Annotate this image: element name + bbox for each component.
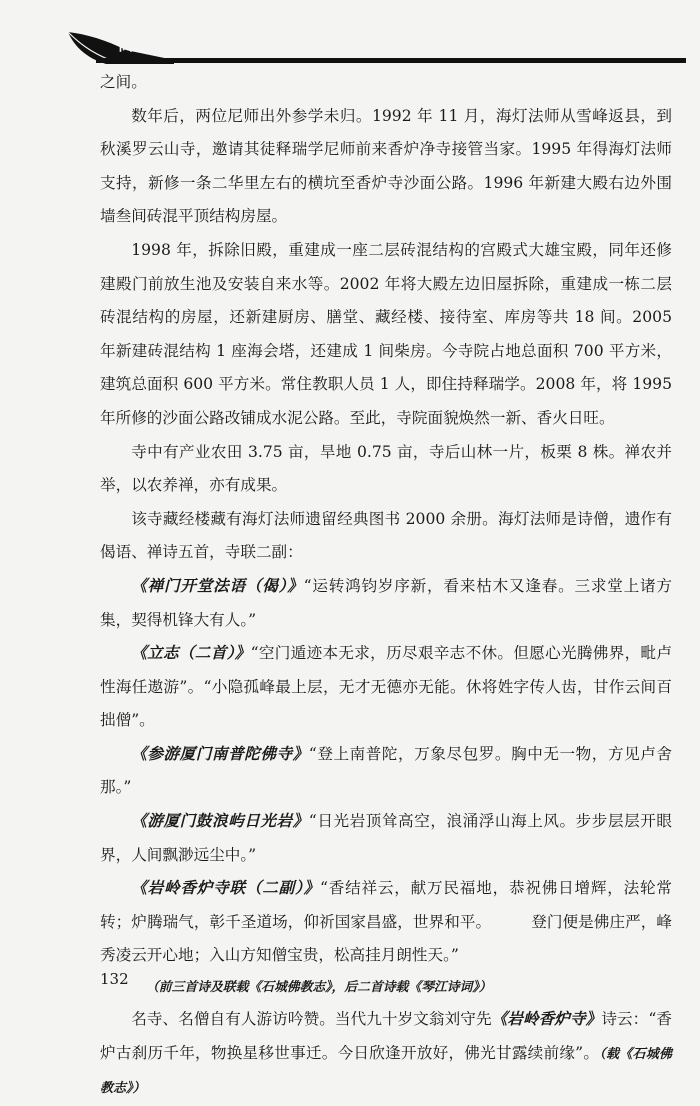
poem-1-title: 《禅门开堂法语（偈）》 [131, 576, 304, 595]
couplets [100, 872, 672, 973]
poem-2 [100, 637, 672, 738]
poem-3-text: “登上南普陀，万象尽包罗。胸中无一物，方见卢舍那。” [100, 744, 672, 797]
paragraph-last [100, 1003, 672, 1106]
source-note: （前三首诗及联载《石城佛教志》，后二首诗载《琴江诗词》） [146, 980, 492, 996]
paragraph-4: 该寺藏经楼藏有海灯法师遗留经典图书 2000 余册。海灯法师是诗僧，遗作有偈语、禅诗五首，寺联二副： [100, 509, 672, 562]
couplets-title: 《岩岭香炉寺联（二副）》 [131, 879, 320, 898]
poem-4 [100, 805, 672, 872]
poem-4-title: 《游厦门鼓浪屿日光岩》 [131, 812, 309, 831]
header-rule [96, 58, 686, 63]
poem-4-text: “日光岩顶耸高空，浪涌浮山海上风。步步层层开眼界，人间飘渺远尘中。” [100, 812, 672, 864]
running-header [0, 0, 700, 72]
page-number: 132 [100, 970, 129, 988]
paragraph-continuation: 之间。 [100, 73, 147, 91]
paragraph-1: 数年后，两位尼师出外参学未归。1992 年 11 月，海灯法师从雪峰返县，到秋溪罗云山寺，邀请其徒释瑞学尼师前来香炉净寺接管当家。1995 年得海灯法师支持，新修一条二华里左右的横坑至香炉寺沙面公路。1996 年新建大殿右边外围墙叁间砖混平顶结构房屋。 [100, 106, 672, 226]
poem-2-title: 《立志（二首）》 [131, 644, 251, 663]
paragraph-last-text-a: 名寺、名僧自有人游访吟赞。当代九十岁文翁刘守先 [131, 1010, 492, 1029]
poem-5-title: 《岩岭香炉寺》 [491, 1010, 602, 1029]
poem-3 [100, 738, 672, 805]
body-text [100, 66, 672, 1106]
couplet-2-text: 登门便是佛庄严，峰秀凌云开心地；入山方知僧宝贵，松高挂月朗性天。” [100, 912, 672, 965]
couplet-1-text: “香结祥云，献万民福地，恭祝佛日增辉，法轮常转；炉腾瑞气，彰千圣道场，仰祈国家昌盛，世界和平。 [100, 879, 672, 931]
poem-3-title: 《参游厦门南普陀佛寺》 [131, 744, 309, 763]
paragraph-last-text-b: 诗云：“香炉古刹历千年，物换星移世事迁。今日欣逢开放好，佛光甘露续前缘”。 [100, 1010, 672, 1062]
poem-5-source: （载《石城佛教志》） [100, 1046, 672, 1097]
poem-2-text: “空门遁迹本无求，历尽艰辛志不休。但愿心光腾佛界，毗卢性海任遨游”。“小隐孤峰最上层，无才无德亦无能。休将姓字传人齿，甘作云间百拙僧”。 [100, 644, 672, 730]
chapter-title: 高田镇 [118, 35, 170, 54]
paragraph-2: 1998 年，拆除旧殿，重建成一座二层砖混结构的宫殿式大雄宝殿，同年还修建殿门前放生池及安装自来水等。2002 年将大殿左边旧屋拆除，重建成一栋二层砖混结构的房屋，还新建厨房、膳堂、藏经楼、接待室、库房等共 18 间。2005 年新建砖混结构 1 座海会塔，还建成 1 间柴房。今寺院占地总面积 700 平方米，建筑总面积 600 平方米。常住教职人员 1 人，即住持释瑞学。2008 年，将 1995 年所修的沙面公路改铺成水泥公路。至此，寺院面貌焕然一新、香火日旺。 [100, 240, 672, 427]
paragraph-3: 寺中有产业农田 3.75 亩，旱地 0.75 亩，寺后山林一片，板栗 8 株。禅农并举，以农养禅，亦有成果。 [100, 442, 672, 495]
poem-1 [100, 570, 672, 637]
poem-1-text: “运转鸿钧岁序新，看来枯木又逢春。三求堂上诸方集，契得机锋大有人。” [100, 576, 672, 629]
